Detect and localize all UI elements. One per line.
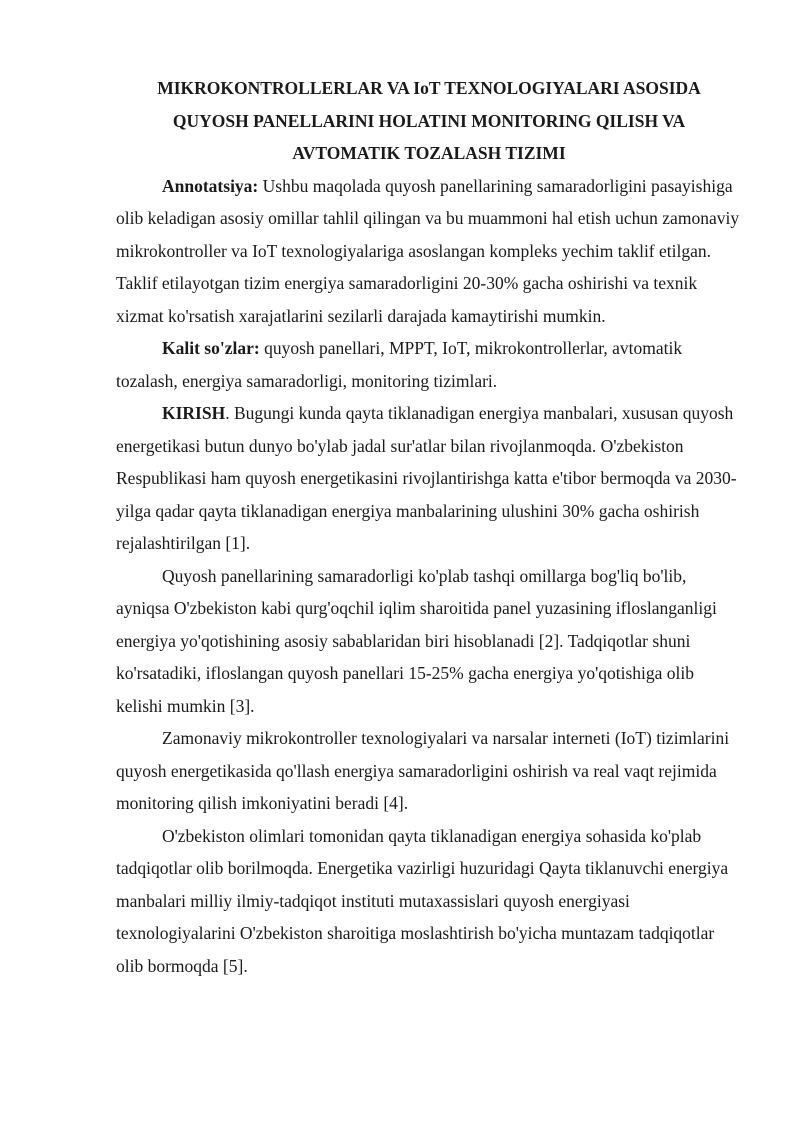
body-paragraph-2: Zamonaviy mikrokontroller texnologiyalari va narsalar interneti (IoT) tizimlarini quyosh energetikasida qo'llash energiya samaradorligini oshirish va real vaqt rejimida monitoring qilish imkoniyatini beradi [4]. <box>116 728 730 813</box>
paper-page <box>116 72 742 982</box>
keywords-paragraph <box>116 332 742 397</box>
title-line-2: QUYOSH PANELLARINI HOLATINI MONITORING QILISH VA <box>172 110 686 131</box>
intro-text: . Bugungi kunda qayta tiklanadigan energiya manbalari, xususan quyosh energetikasi butun dunyo bo'ylab jadal sur'atlar bilan rivojlanmoqda. O'zbekiston Respublikasi ham quyosh energetikasini rivojlantirishga katta e'tibor bermoqda va 2030-yilga qadar qayta tiklanadigan energiya manbalarining ulushini 30% gacha oshirish rejalashtirilgan [1]. <box>116 403 737 553</box>
annotation-label: Annotatsiya: <box>162 175 259 196</box>
annotation-paragraph <box>116 170 742 333</box>
title-line-1: MIKROKONTROLLERLAR VA IoT TEXNOLOGIYALARI ASOSIDA <box>157 78 701 98</box>
annotation-text: Ushbu maqolada quyosh panellarining samaradorligini pasayishiga olib keladigan asosiy omillar tahlil qilingan va bu muammoni hal etish uchun zamonaviy mikrokontroller va IoT texnologiyalariga asoslangan kompleks yechim taklif etilgan. Taklif etilayotgan tizim energiya samaradorligini 20-30% gacha oshirishi va texnik xizmat ko'rsatish xarajatlarini sezilarli darajada kamaytirishi mumkin. <box>116 175 740 326</box>
body-paragraph-3: O'zbekiston olimlari tomonidan qayta tiklanadigan energiya sohasida ko'plab tadqiqotlar olib borilmoqda. Energetika vazirligi huzuridagi Qayta tiklanuvchi energiya manbalari milliy ilmiy-tadqiqot instituti mutaxassislari quyosh energiyasi texnologiyalarini O'zbekiston sharoitiga moslashtirish bo'yicha muntazam tadqiqotlar olib bormoqda [5]. <box>116 825 729 976</box>
keywords-text: quyosh panellari, MPPT, IoT, mikrokontrollerlar, avtomatik tozalash, energiya samaradorligi, monitoring tizimlari. <box>116 338 683 391</box>
intro-paragraph <box>116 397 742 560</box>
paper-title <box>116 72 742 170</box>
keywords-label: Kalit so'zlar: <box>162 338 260 358</box>
intro-label: KIRISH <box>162 403 226 423</box>
title-line-3: AVTOMATIK TOZALASH TIZIMI <box>292 143 566 163</box>
body-paragraph-1: Quyosh panellarining samaradorligi ko'plab tashqi omillarga bog'liq bo'lib, ayniqsa O'zbekiston kabi qurg'oqchil iqlim sharoitida panel yuzasining ifloslanganligi energiya yo'qotishining asosiy sabablaridan biri hisoblanadi [2]. Tadqiqotlar shuni ko'rsatadiki, ifloslangan quyosh panellari 15-25% gacha energiya yo'qotishiga olib kelishi mumkin [3]. <box>116 565 717 716</box>
